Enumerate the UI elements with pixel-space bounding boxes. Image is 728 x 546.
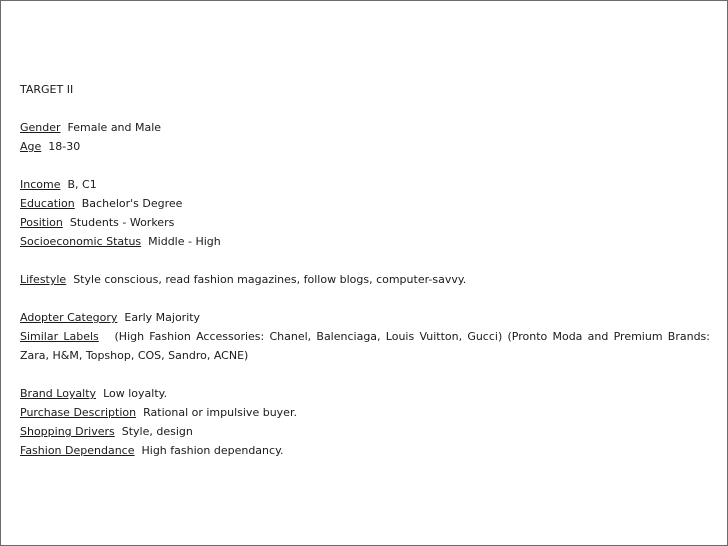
field-position [20, 213, 710, 232]
field-label: Lifestyle [20, 273, 67, 286]
field-purchase-description [20, 403, 710, 422]
field-value: Style conscious, read fashion magazines, follow blogs, computer-savvy. [73, 273, 467, 286]
field-value: Style, design [121, 425, 193, 438]
field-age [20, 137, 710, 156]
field-value: High fashion dependancy. [141, 444, 284, 457]
field-value: B, C1 [67, 178, 97, 191]
field-income [20, 175, 710, 194]
slide-content [20, 80, 710, 460]
field-value: Middle - High [148, 235, 221, 248]
field-value: Low loyalty. [103, 387, 168, 400]
field-label: Gender [20, 121, 61, 134]
field-value: Early Majority [124, 311, 201, 324]
field-value: Students - Workers [69, 216, 175, 229]
field-adopter-category [20, 308, 710, 327]
slide-title: TARGET II [20, 83, 74, 96]
field-value: 18-30 [48, 140, 81, 153]
field-label: Position [20, 216, 63, 229]
field-label: Age [20, 140, 42, 153]
field-lifestyle [20, 270, 710, 289]
field-fashion-dependance [20, 441, 710, 460]
field-label: Shopping Drivers [20, 425, 115, 438]
field-brand-loyalty [20, 384, 710, 403]
field-value: Female and Male [67, 121, 162, 134]
field-shopping-drivers [20, 422, 710, 441]
field-socioeconomic-status [20, 232, 710, 251]
field-value: (High Fashion Accessories: Chanel, Balenciaga, Louis Vuitton, Gucci) (Pronto Moda and Premium Brands: Zara, H&M, Topshop, COS, Sandro, ACNE) [20, 330, 710, 362]
field-education [20, 194, 710, 213]
field-label: Similar Labels [20, 330, 99, 343]
field-label: Adopter Category [20, 311, 118, 324]
field-label: Income [20, 178, 61, 191]
field-label: Education [20, 197, 75, 210]
field-label: Brand Loyalty [20, 387, 97, 400]
field-value: Rational or impulsive buyer. [143, 406, 297, 419]
field-label: Fashion Dependance [20, 444, 135, 457]
field-gender [20, 118, 710, 137]
field-label: Purchase Description [20, 406, 137, 419]
field-value: Bachelor's Degree [81, 197, 183, 210]
field-similar-labels [20, 327, 710, 365]
field-label: Socioeconomic Status [20, 235, 142, 248]
